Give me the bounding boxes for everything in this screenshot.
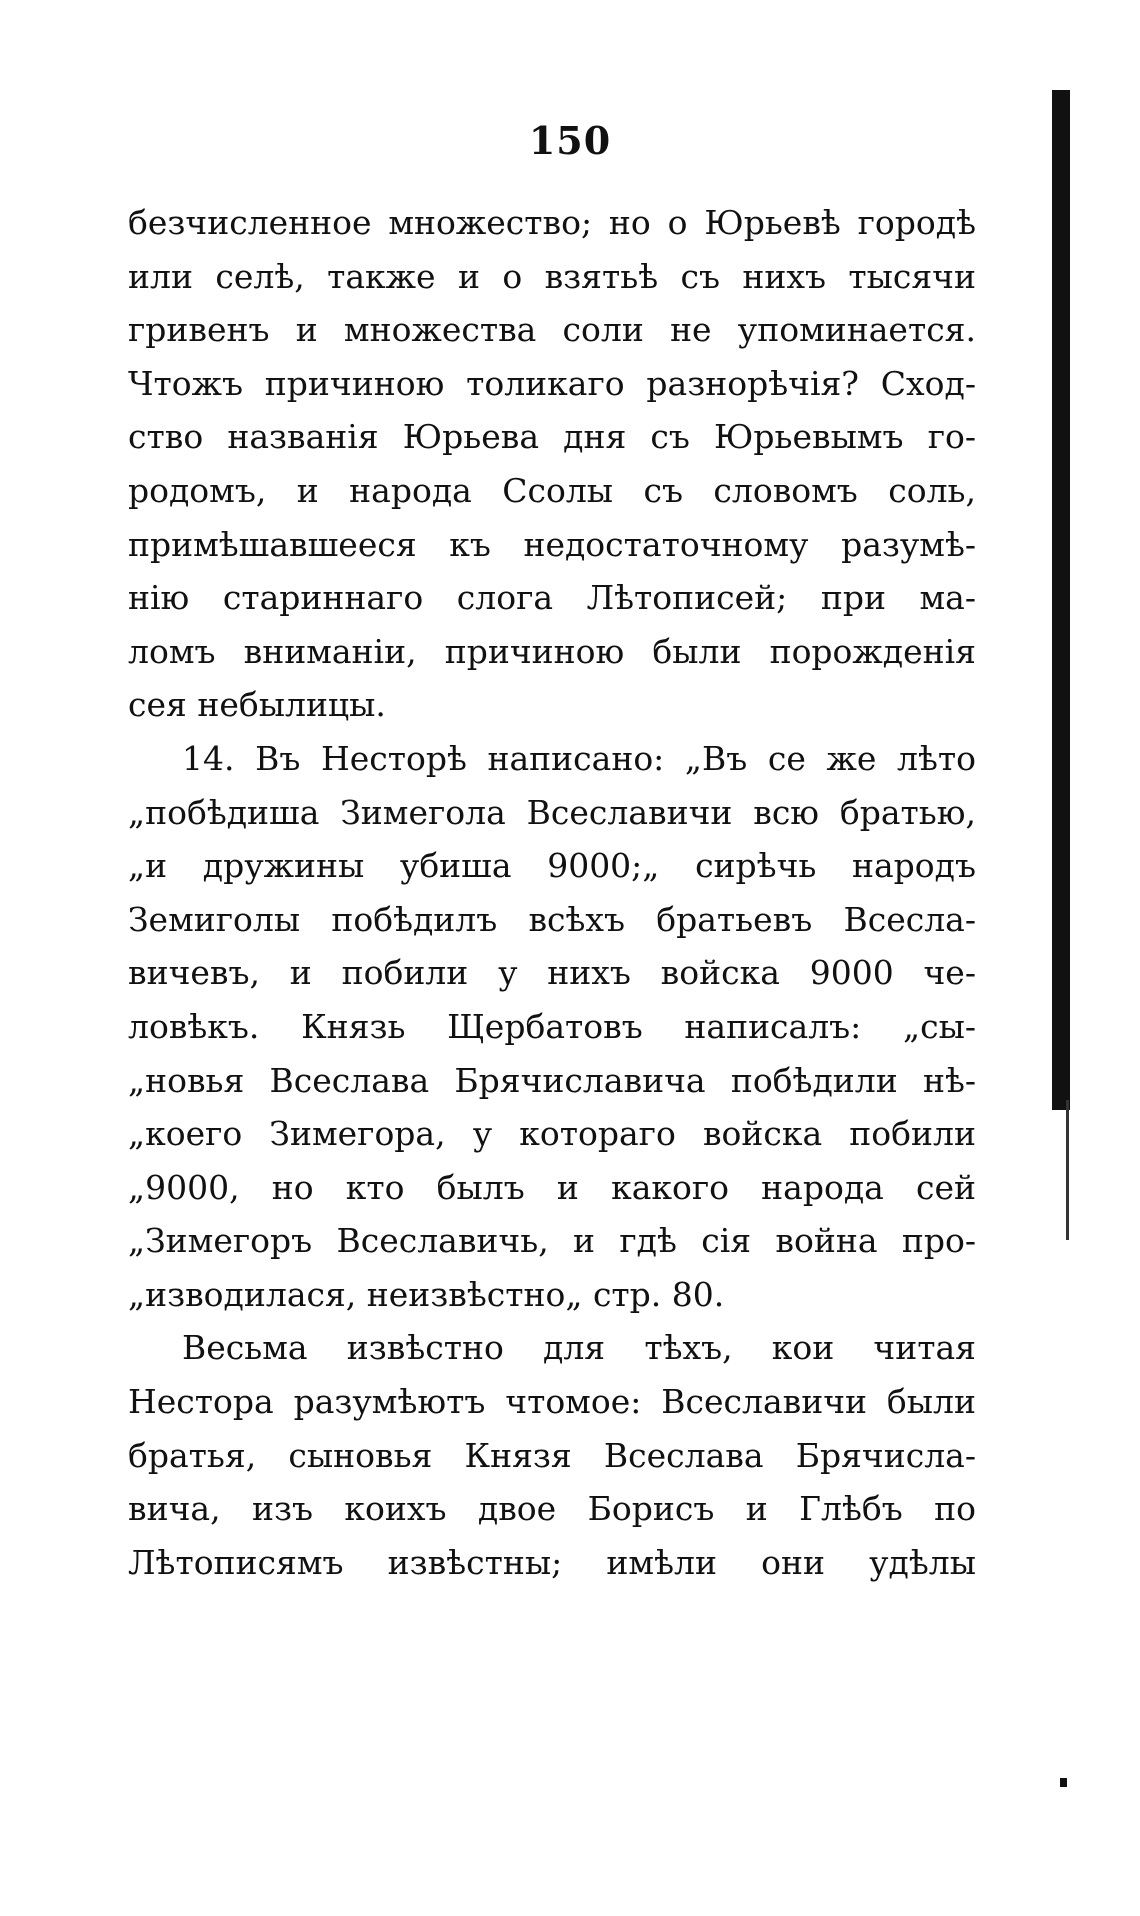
text-line: или селѣ, также и о взятьѣ съ нихъ тысячи bbox=[128, 256, 976, 296]
text-line: 14. Въ Несторѣ написано: „Въ се же лѣто bbox=[182, 738, 976, 778]
text-line: ство названія Юрьева дня съ Юрьевымъ го- bbox=[128, 417, 976, 457]
text-line: нію стариннаго слога Лѣтописей; при ма- bbox=[128, 578, 976, 618]
text-line: вичевъ, и побили у нихъ войска 9000 че- bbox=[128, 953, 976, 993]
text-line: Земиголы побѣдилъ всѣхъ братьевъ Всесла- bbox=[128, 899, 976, 939]
paragraph-2 bbox=[128, 732, 976, 1322]
text-line: „9000, но кто былъ и какого народа сей bbox=[128, 1167, 976, 1207]
text-line: безчисленное множество; но о Юрьевѣ городѣ bbox=[128, 203, 976, 242]
text-line: „Зимегоръ Всеславичь, и гдѣ сія война про- bbox=[128, 1221, 976, 1261]
text-line: Чтожъ причиною толикаго разнорѣчія? Сход- bbox=[128, 363, 976, 403]
page-number: 150 bbox=[528, 118, 612, 163]
text-line: ломъ вниманіи, причиною были порожденія bbox=[128, 631, 976, 671]
body-text bbox=[128, 196, 976, 1589]
text-line: гривенъ и множества соли не упоминается. bbox=[128, 310, 976, 350]
page-edge-shadow bbox=[1052, 90, 1070, 1110]
text-line: „и дружины убиша 9000;„ сирѣчь народъ bbox=[128, 846, 976, 886]
text-line: „изводилася, неизвѣстно„ стр. 80. bbox=[128, 1274, 725, 1314]
text-line: Весьма извѣстно для тѣхъ, кои читая bbox=[182, 1328, 976, 1368]
text-line: Нестора разумѣютъ чтомое: Всеславичи были bbox=[128, 1382, 976, 1422]
text-line: „побѣдиша Зимегола Всеславичи всю братью, bbox=[128, 792, 976, 832]
text-line: Лѣтописямъ извѣстны; имѣли они удѣлы bbox=[128, 1542, 976, 1582]
text-line: „новья Всеслава Брячиславича побѣдили нѣ- bbox=[128, 1060, 976, 1100]
text-line: вича, изъ коихъ двое Борисъ и Глѣбъ по bbox=[128, 1489, 976, 1529]
text-line: братья, сыновья Князя Всеслава Брячисла- bbox=[128, 1435, 976, 1475]
paragraph-3 bbox=[128, 1321, 976, 1589]
text-line: „коего Зимегора, у котораго войска побили bbox=[128, 1114, 976, 1154]
page-edge-line bbox=[1066, 1100, 1069, 1240]
text-line: родомъ, и народа Ссолы съ словомъ соль, bbox=[128, 470, 976, 510]
text-line: ловѣкъ. Князь Щербатовъ написалъ: „сы- bbox=[128, 1006, 976, 1046]
paragraph-1 bbox=[128, 196, 976, 732]
ink-speck bbox=[1060, 1778, 1067, 1787]
text-line: примѣшавшееся къ недостаточному разумѣ- bbox=[128, 524, 976, 564]
text-line: сея небылицы. bbox=[128, 685, 386, 725]
